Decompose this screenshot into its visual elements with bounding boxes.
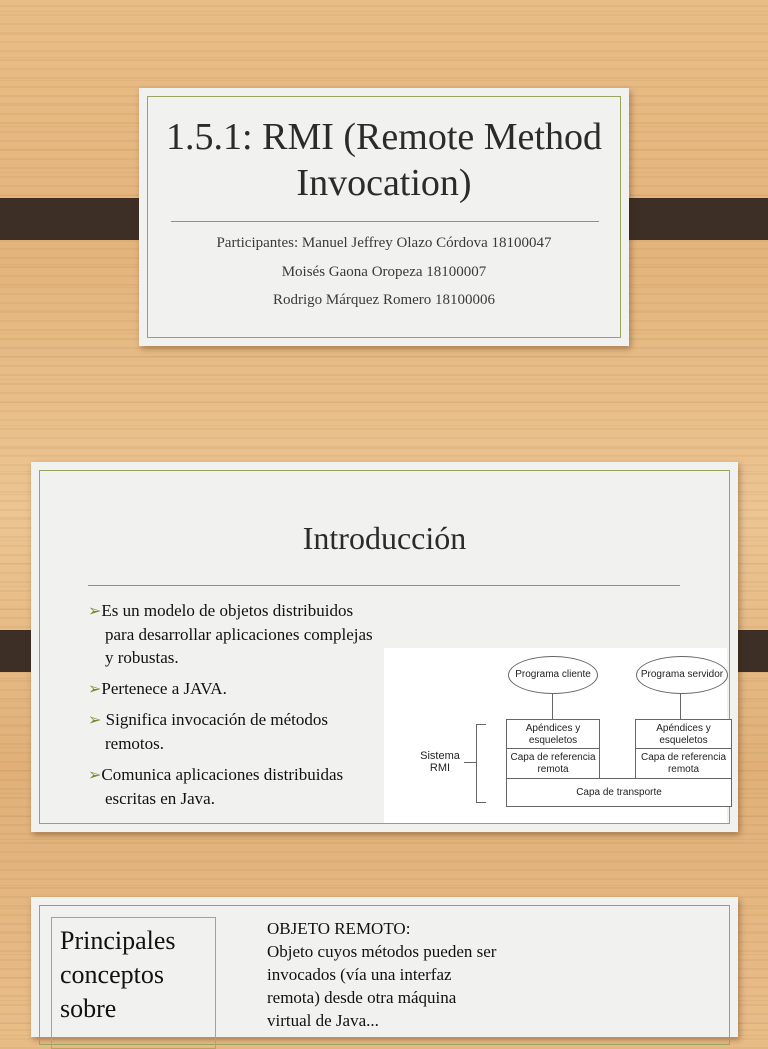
rmi-architecture-diagram [384, 648, 727, 823]
client-program-node: Programa cliente [508, 656, 598, 694]
heading-rule [88, 585, 680, 586]
remote-reference-left: Capa de referencia remota [506, 748, 600, 779]
remote-reference-right: Capa de referencia remota [635, 748, 732, 779]
bracket-line [476, 802, 486, 803]
participant-line: Rodrigo Márquez Romero 18100006 [272, 292, 496, 308]
slide-heading: Introducción [302, 520, 467, 556]
transport-layer: Capa de transporte [506, 778, 732, 807]
stubs-skeletons-right: Apéndices y esqueletos [635, 719, 732, 749]
bracket-line [476, 724, 477, 802]
concept-description: OBJETO REMOTO: Objeto cuyos métodos pueden ser invocados (vía una interfaz remota) desde otra máquina virtual de Java... [267, 919, 497, 1030]
stubs-skeletons-left: Apéndices y esqueletos [506, 719, 600, 749]
server-program-node: Programa servidor [636, 656, 728, 694]
participants-line: Participantes: Manuel Jeffrey Olazo Córdova 18100047 [216, 235, 552, 251]
participant-line: Moisés Gaona Oropeza 18100007 [281, 264, 487, 280]
slide-title-text: 1.5.1: RMI (Remote Method Invocation) [166, 116, 602, 204]
concepts-sidebar-box [51, 917, 216, 1049]
arrow-bullet-icon: ➢ [88, 603, 102, 620]
concept-heading: OBJETO REMOTO: [267, 919, 411, 938]
arrow-bullet-icon: ➢ [88, 767, 102, 784]
connector-line [680, 693, 681, 719]
bracket-line [476, 724, 486, 725]
rmi-system-label: Sistema RMI [420, 750, 460, 774]
arrow-bullet-icon: ➢ [88, 681, 102, 698]
decor-bar-left-1 [0, 198, 155, 240]
decor-bar-right-1 [613, 198, 768, 240]
slide-conceptos[interactable] [31, 897, 738, 1037]
slide-introduccion[interactable] [31, 462, 738, 832]
arrow-bullet-icon: ➢ [88, 712, 102, 729]
bullet-item: ➢ Significa invocación de métodos remotos. [88, 710, 329, 753]
bullet-item: ➢Comunica aplicaciones distribuidas escritas en Java. [88, 765, 344, 808]
bullet-item: ➢Es un modelo de objetos distribuidos para desarrollar aplicaciones complejas y robustas. [88, 601, 373, 667]
slide-title[interactable] [139, 88, 629, 346]
bullet-item: ➢Pertenece a JAVA. [88, 679, 227, 698]
connector-line [552, 693, 553, 719]
title-rule [171, 221, 599, 222]
concepts-sidebar-text: Principales conceptos sobre [60, 926, 176, 1023]
